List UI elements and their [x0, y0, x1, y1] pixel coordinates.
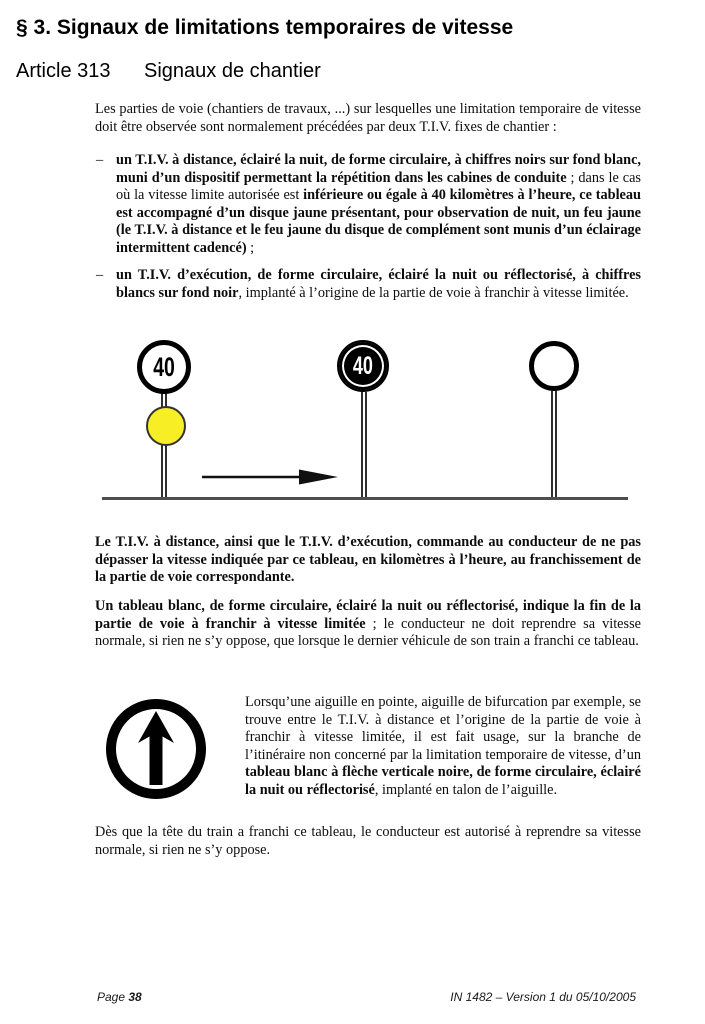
bullet-text: , implanté à l’origine de la partie de voie à franchir à vitesse limitée. [238, 284, 629, 301]
bullet-text: ; dans le cas où la vitesse limite autorisée est [116, 169, 641, 203]
footer-reference: IN 1482 – Version 1 du 05/10/2005 [450, 990, 636, 1004]
tiv-distance-sign [137, 340, 191, 394]
signal-diagram [0, 335, 705, 515]
direction-arrow-icon [200, 467, 340, 487]
paragraph-text: , implanté en talon de l’aiguille. [374, 781, 558, 798]
paragraph-text: tableau blanc à flèche verticale noire, de forme circulaire, éclairé la nuit ou réflectorisé [245, 764, 641, 798]
signal-post [361, 392, 367, 499]
page-label: Page [97, 990, 129, 1004]
vertical-arrow-sign-icon [105, 698, 207, 800]
paragraph-text: Le T.I.V. à distance, ainsi que le T.I.V. d’exécution, commande au conducteur de ne pas dépasser la vitesse indiquée par ce tableau, en kilomètres à l’heure, au franchissement de la partie de voie correspondante. [95, 534, 641, 585]
article-title: Signaux de chantier [144, 60, 321, 82]
paragraph-text: Un tableau blanc, de forme circulaire, éclairé la nuit ou réflectorisé, indique la fin de la partie de voie à franchir à vitesse limitée [95, 598, 641, 632]
bullet-list [95, 152, 641, 302]
paragraph-aiguille [245, 694, 641, 799]
signal-post [551, 391, 557, 499]
list-item-tiv-distance [95, 152, 641, 257]
yellow-disc [146, 406, 186, 446]
paragraph-end-sign [95, 598, 641, 651]
page-number: 38 [128, 990, 142, 1004]
bullet-marker: – [96, 267, 104, 283]
tiv-execution-sign [337, 340, 389, 392]
paragraph-closing: Dès que la tête du train a franchi ce tableau, le conducteur est autorisé à reprendre sa vitesse normale, si rien ne s’y oppose. [95, 824, 641, 858]
paragraph-text: ; le conducteur ne doit reprendre sa vitesse normale, si rien ne s’y oppose, que lorsque le dernier véhicule de son train a franchi ce tableau. [95, 615, 642, 649]
bullet-text: ; [246, 239, 255, 256]
footer-page-number [97, 990, 142, 1004]
end-of-limit-sign [529, 341, 579, 391]
ground-line [102, 497, 628, 500]
article-number: Article 313 [16, 60, 111, 82]
article-heading [16, 60, 321, 83]
paragraph-tiv-command [95, 534, 641, 587]
sign-value: 40 [153, 351, 175, 382]
intro-paragraph: Les parties de voie (chantiers de travaux, ...) sur lesquelles une limitation temporaire de vitesse doit être observée sont normalement précédées par deux T.I.V. fixes de chantier : [95, 101, 641, 135]
bullet-marker: – [96, 152, 104, 168]
paragraph-text: Lorsqu’une aiguille en pointe, aiguille de bifurcation par exemple, se trouve entre le T.I.V. à distance et l’origine de la partie de voie à franchir à vitesse limitée, il est fait usage, sur la branche de l’itinéraire non concerné par la limitation temporaire de vitesse, d’un [245, 694, 641, 763]
section-title: § 3. Signaux de limitations temporaires de vitesse [16, 16, 514, 39]
bullet-text: un T.I.V. à distance, éclairé la nuit, de forme circulaire, à chiffres noirs sur fond blanc, muni d’un dispositif permettant la répétition dans les cabines de conduite [116, 152, 641, 186]
bullet-text: inférieure ou égale à 40 kilomètres à l’heure, ce tableau est accompagné d’un disque jaune présentant, pour observation de nuit, un feu jaune (le T.I.V. à distance et le feu jaune du disque de complément sont munis d’un éclairage intermittent cadencé) [116, 187, 641, 256]
list-item-tiv-execution [95, 267, 641, 302]
bullet-text: un T.I.V. d’exécution, de forme circulaire, éclairé la nuit ou réflectorisé, à chiffres blancs sur fond noir [116, 267, 641, 301]
sign-value: 40 [352, 351, 374, 380]
